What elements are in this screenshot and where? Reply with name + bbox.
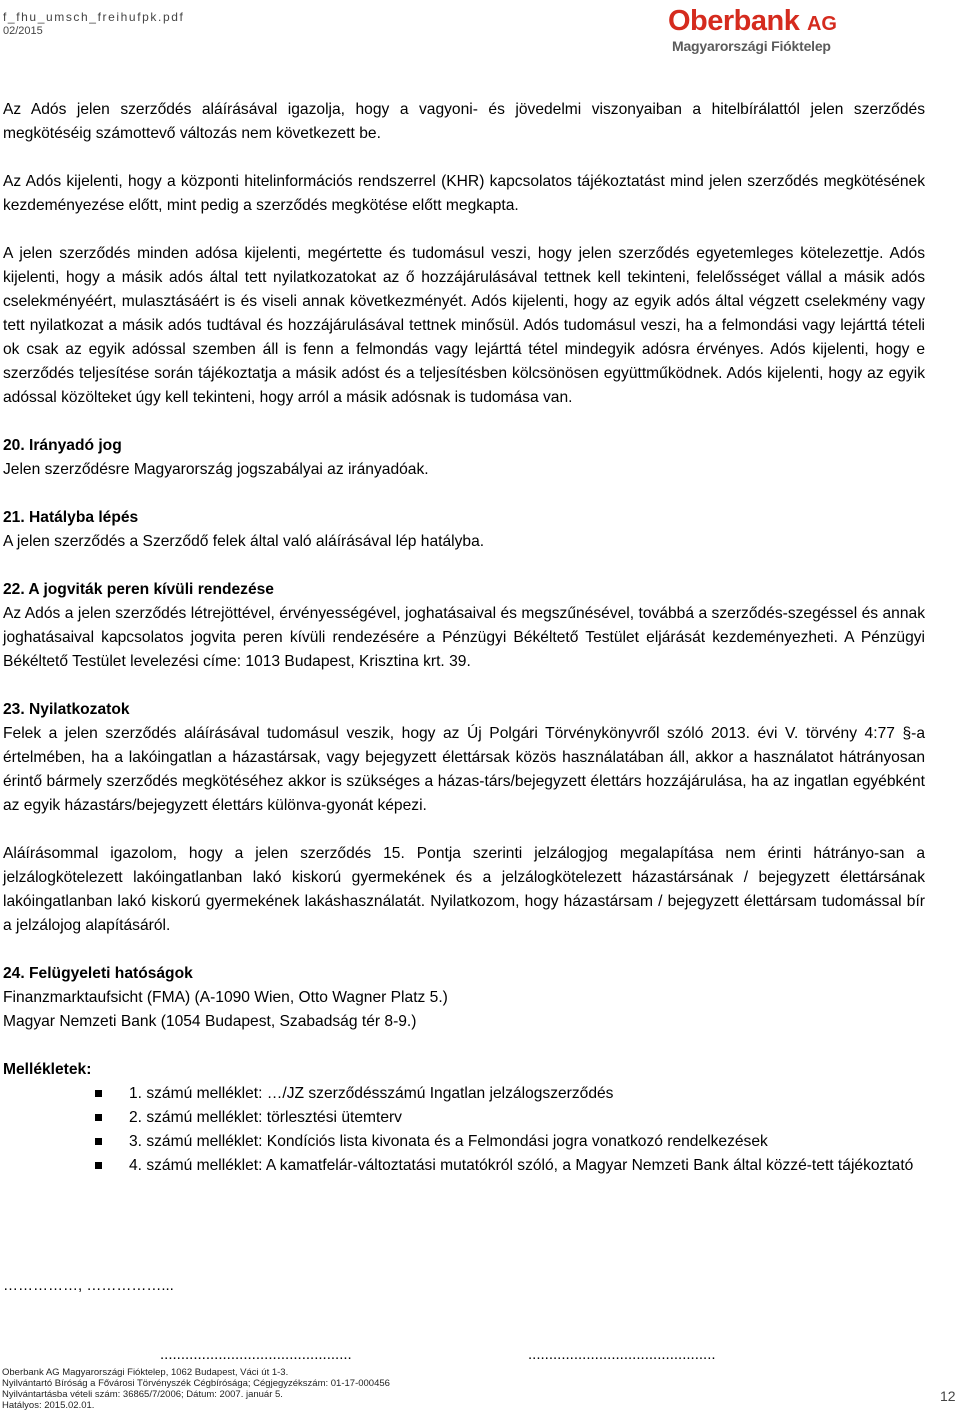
header-file-name: f_fhu_umsch_freihufpk.pdf xyxy=(3,10,185,24)
paragraph-khr: Az Adós kijelenti, hogy a központi hitelinformációs rendszerrel (KHR) kapcsolatos tájékoztatást mind jelen szerződés megkötésének kezdeményezése előtt, mint pedig a szerződés megkötése előtt megkapta. xyxy=(3,173,925,214)
document-body xyxy=(3,98,925,1178)
signature-line-debtor: ............................................. xyxy=(528,1346,716,1363)
section-text-21: A jelen szerződés a Szerződő felek által való aláírásával lép hatályba. xyxy=(3,533,485,550)
attachments-list xyxy=(3,1082,925,1178)
list-item xyxy=(3,1106,925,1130)
paragraph-joint-debtors: A jelen szerződés minden adósa kijelenti, megértette és tudomásul veszi, hogy jelen szerződés egyetemleges kötelezettje. Adós kijelenti, hogy a másik adós által tett nyilatkozatokat az ő hozzájárulásával tettnek kell tekinteni, felelősséget vállal a másik adós cselekményéért, mulasztásáért is és viseli annak következményét. Adós kijelenti, hogy az egyik adós által végzett cselekmény vagy tett nyilatkozat a másik adós tudtával és hozzájárulásával tettnek minősül. Adós tudomásul veszi, ha a felmondási vagy lejárttá tételi ok csak az egyik adóssal szemben áll is fenn a felmondás vagy lejárttá tétel mindegyik adósra érvényes. Adós kijelenti, hogy e szerződés teljesítése során tájékoztatja a másik adóst és a teljesítésben kölcsönösen együttműködnek. Adós kijelenti, hogy az egyik adóssal közölteket úgy kell tekinteni, hogy arról a másik adósnak is tudomása van. xyxy=(3,245,925,406)
section-heading-24: 24. Felügyeleti hatóságok xyxy=(3,965,193,982)
header-date: 02/2015 xyxy=(3,25,43,37)
bullet-icon xyxy=(95,1138,102,1145)
section-heading-23: 23. Nyilatkozatok xyxy=(3,701,130,718)
bullet-icon xyxy=(95,1090,102,1097)
attachment-4: 4. számú melléklet: A kamatfelár-változtatási mutatókról szóló, a Magyar Nemzeti Bank által közzé-tett tájékoztató xyxy=(129,1157,914,1174)
section-text-22: Az Adós a jelen szerződés létrejöttével, érvényességével, joghatásaival és megszűnésével, továbbá a szerződés-szegéssel és annak joghatásaival kapcsolatos jogvita peren kívüli rendezésére a Pénzügyi Békéltető Testület eljárását kezdeményezheti. A Pénzügyi Békéltető Testület levelezési címe: 1013 Budapest, Krisztina krt. 39. xyxy=(3,605,925,670)
section-heading-20: 20. Irányadó jog xyxy=(3,437,122,454)
bullet-icon xyxy=(95,1162,102,1169)
paragraph-financial-status: Az Adós jelen szerződés aláírásával igazolja, hogy a vagyoni- és jövedelmi viszonyaiban a hitelbírálattól jelen szerződés megkötéséig számottevő változás nem következett be. xyxy=(3,101,925,142)
section-text-23: Felek a jelen szerződés aláírásával tudomásul veszik, hogy az Új Polgári Törvénykönyvről szóló 2013. évi V. törvény 4:77 §-a értelmében, ha a lakóingatlan a házastársak, vagy bejegyzett élettársak közös használatában áll, akkor a használatot hátrányosan érintő bármely szerződés megkötéséhez akkor is szükséges a házas-társ/bejegyzett élettárs hozzájárulása, ha az ingatlan egyébként az egyik házastárs/bejegyzett élettárs különva-gyonát képezi. xyxy=(3,725,925,814)
section-statement-23: Aláírásommal igazolom, hogy a jelen szerződés 15. Pontja szerinti jelzálogjog megalapítása nem érinti hátrányo-san a jelzálogkötelezett lakóingatlanban lakó kiskorú gyermekének és a jelzálogkötelezett házastársának / bejegyzett élettársának lakóingatlanban lakó kiskorú gyermekének lakáshasználatát. Nyilatkozom, hogy házastársam / bejegyzett élettársam tudomással bír a jelzálojog alapításáról. xyxy=(3,845,925,934)
attachment-1: 1. számú melléklet: …/JZ szerződésszámú Ingatlan jelzálogszerződés xyxy=(129,1085,614,1102)
section-heading-21: 21. Hatályba lépés xyxy=(3,509,139,526)
logo-name-text: Oberbank xyxy=(668,5,800,37)
signature-line-bank: .............................................. xyxy=(160,1346,352,1363)
footer-registry-court: Nyilvántartó Bíróság a Fővárosi Törvényszék Cégbírósága; Cégjegyzékszám: 01-17-000456 xyxy=(2,1378,390,1389)
attachments-heading: Mellékletek: xyxy=(3,1061,92,1078)
logo-suffix: AG xyxy=(806,13,837,35)
supervisory-authority-mnb: Magyar Nemzeti Bank (1054 Budapest, Szabadság tér 8-9.) xyxy=(3,1013,417,1030)
bullet-icon xyxy=(95,1114,102,1121)
list-item xyxy=(3,1082,925,1106)
supervisory-authority-fma: Finanzmarktaufsicht (FMA) (A-1090 Wien, Otto Wagner Platz 5.) xyxy=(3,989,448,1006)
footer-address: Oberbank AG Magyarországi Fióktelep, 1062 Budapest, Váci út 1-3. xyxy=(2,1367,289,1378)
section-heading-22: 22. A jogviták peren kívüli rendezése xyxy=(3,581,274,598)
place-date-field: ……………, ……………... xyxy=(3,1277,174,1294)
logo-subtitle: Magyarországi Fióktelep xyxy=(672,38,831,54)
footer-effective-date: Hatályos: 2015.02.01. xyxy=(2,1400,95,1411)
list-item xyxy=(3,1130,925,1154)
attachment-3: 3. számú melléklet: Kondíciós lista kivonata és a Felmondási jogra vonatkozó rendelkezések xyxy=(129,1133,768,1150)
logo-name xyxy=(668,5,837,38)
page-number: 12 xyxy=(940,1388,956,1404)
attachment-2: 2. számú melléklet: törlesztési ütemterv xyxy=(129,1109,402,1126)
section-text-20: Jelen szerződésre Magyarország jogszabályai az irányadóak. xyxy=(3,461,429,478)
list-item xyxy=(3,1154,925,1178)
page-footer xyxy=(2,1367,390,1411)
footer-registration: Nyilvántartásba vételi szám: 36865/7/2006; Dátum: 2007. január 5. xyxy=(2,1389,283,1400)
oberbank-logo xyxy=(668,5,930,57)
